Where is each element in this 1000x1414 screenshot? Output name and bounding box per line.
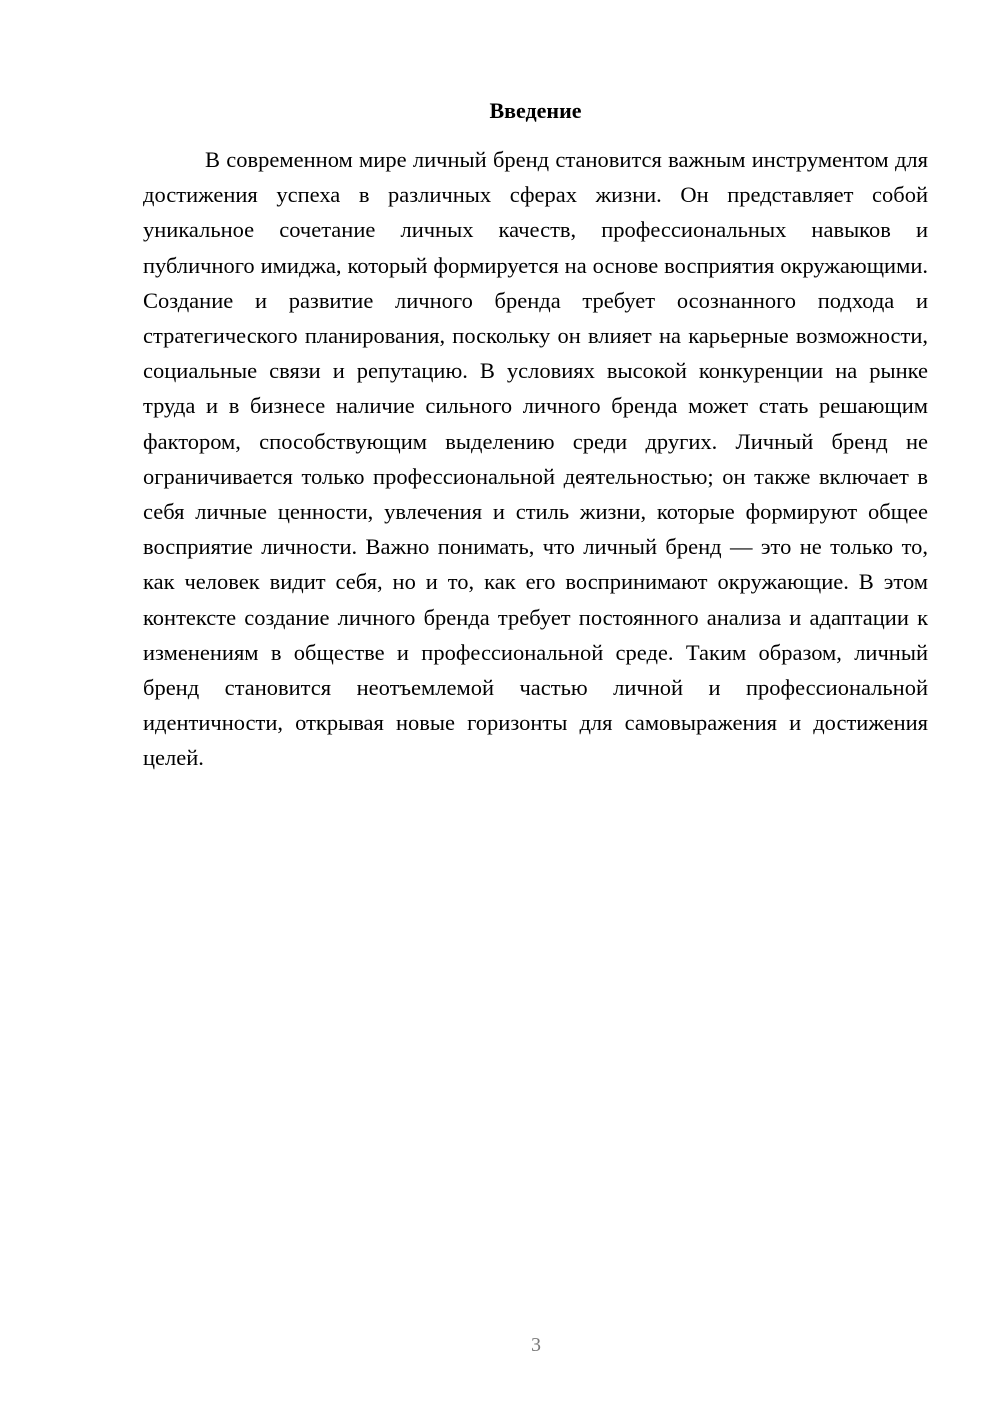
section-heading: Введение: [489, 98, 582, 123]
body-paragraph: В современном мире личный бренд становится важным инструментом для достижения успеха в различных сферах жизни. Он представляет собой уникальное сочетание личных качеств, профессиональных навыков и публичного имиджа, который формируется на основе восприятия окружающими. Создание и развитие личного бренда требует осознанного подхода и стратегического планирования, поскольку он влияет на карьерные возможности, социальные связи и репутацию. В условиях высокой конкуренции на рынке труда и в бизнесе наличие сильного личного бренда может стать решающим фактором, способствующим выделению среди других. Личный бренд не ограничивается только профессиональной деятельностью; он также включает в себя личные ценности, увлечения и стиль жизни, которые формируют общее восприятие личности. Важно понимать, что личный бренд — это не только то, как человек видит себя, но и то, как его воспринимают окружающие. В этом контексте создание личного бренда требует постоянного анализа и адаптации к изменениям в обществе и профессиональной среде. Таким образом, личный бренд становится неотъемлемой частью личной и профессиональной идентичности, открывая новые горизонты для самовыражения и достижения целей.: [143, 147, 928, 771]
page-number: 3: [531, 1334, 541, 1356]
